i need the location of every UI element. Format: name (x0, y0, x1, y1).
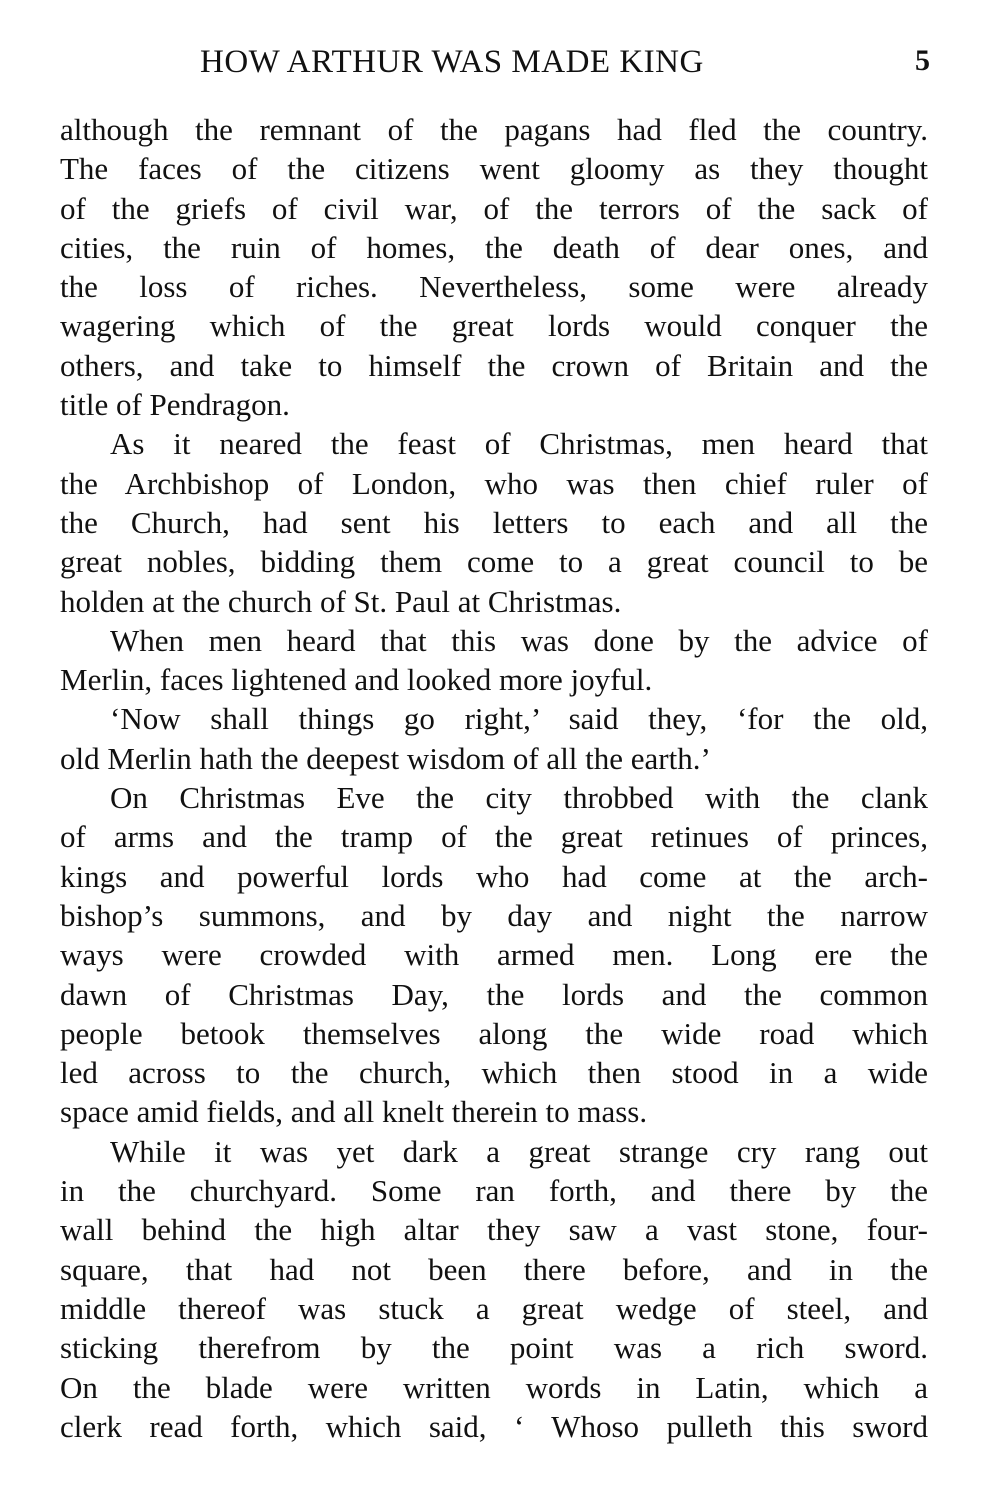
text-line: While it was yet dark a great strange cry rang out (110, 1133, 928, 1169)
text-line: dawn of Christmas Day, the lords and the common (60, 976, 928, 1012)
text-line: square, that had not been there before, and in the (60, 1251, 928, 1287)
running-title: HOW ARTHUR WAS MADE KING (200, 44, 704, 80)
text-line: wall behind the high altar they saw a vast stone, four- (60, 1212, 928, 1248)
text-line: great nobles, bidding them come to a great council to be (60, 544, 928, 580)
text-line: people betook themselves along the wide road which (60, 1015, 928, 1051)
text-line: space amid fields, and all knelt therein to mass. (60, 1094, 648, 1130)
text-line: cities, the ruin of homes, the death of dear ones, and (60, 229, 928, 265)
text-line: holden at the church of St. Paul at Christmas. (60, 583, 622, 619)
text-line: clerk read forth, which said, ‘ Whoso pulleth this sword (60, 1408, 928, 1444)
text-line: although the remnant of the pagans had fled the country. (60, 112, 928, 147)
text-line: ‘Now shall things go right,’ said they, ‘for the old, (110, 701, 928, 737)
text-line: wagering which of the great lords would conquer the (60, 308, 928, 344)
text-line: of arms and the tramp of the great retinues of princes, (60, 819, 928, 855)
paragraph (60, 424, 928, 620)
paragraph (60, 110, 928, 424)
text-line: of the griefs of civil war, of the terrors of the sack of (60, 190, 928, 226)
paragraph (60, 1132, 928, 1446)
paragraph (60, 621, 928, 700)
text-line: The faces of the citizens went gloomy as they thought (60, 151, 928, 187)
text-line: led across to the church, which then stood in a wide (60, 1055, 928, 1091)
text-line: ways were crowded with armed men. Long ere the (60, 937, 928, 973)
text-line: Merlin, faces lightened and looked more joyful. (60, 662, 653, 698)
text-line: kings and powerful lords who had come at the arch- (60, 858, 928, 894)
text-line: others, and take to himself the crown of Britain and the (60, 347, 928, 383)
text-line: When men heard that this was done by the advice of (110, 622, 928, 658)
text-line: bishop’s summons, and by day and night the narrow (60, 897, 928, 933)
body-text (60, 110, 928, 1446)
text-line: sticking therefrom by the point was a rich sword. (60, 1330, 928, 1366)
running-head (60, 44, 930, 94)
text-line: old Merlin hath the deepest wisdom of all the earth.’ (60, 740, 711, 776)
text-line: middle thereof was stuck a great wedge of steel, and (60, 1290, 928, 1326)
text-line: the loss of riches. Nevertheless, some were already (60, 269, 928, 305)
text-line: On Christmas Eve the city throbbed with the clank (110, 780, 928, 816)
paragraph (60, 699, 928, 778)
text-line: the Church, had sent his letters to each and all the (60, 504, 928, 540)
text-line: On the blade were written words in Latin, which a (60, 1369, 928, 1405)
text-line: in the churchyard. Some ran forth, and there by the (60, 1173, 928, 1209)
text-line: the Archbishop of London, who was then chief ruler of (60, 465, 928, 501)
text-line: title of Pendragon. (60, 387, 290, 423)
page-number: 5 (915, 44, 930, 77)
text-line: As it neared the feast of Christmas, men heard that (110, 426, 928, 462)
paragraph (60, 778, 928, 1132)
